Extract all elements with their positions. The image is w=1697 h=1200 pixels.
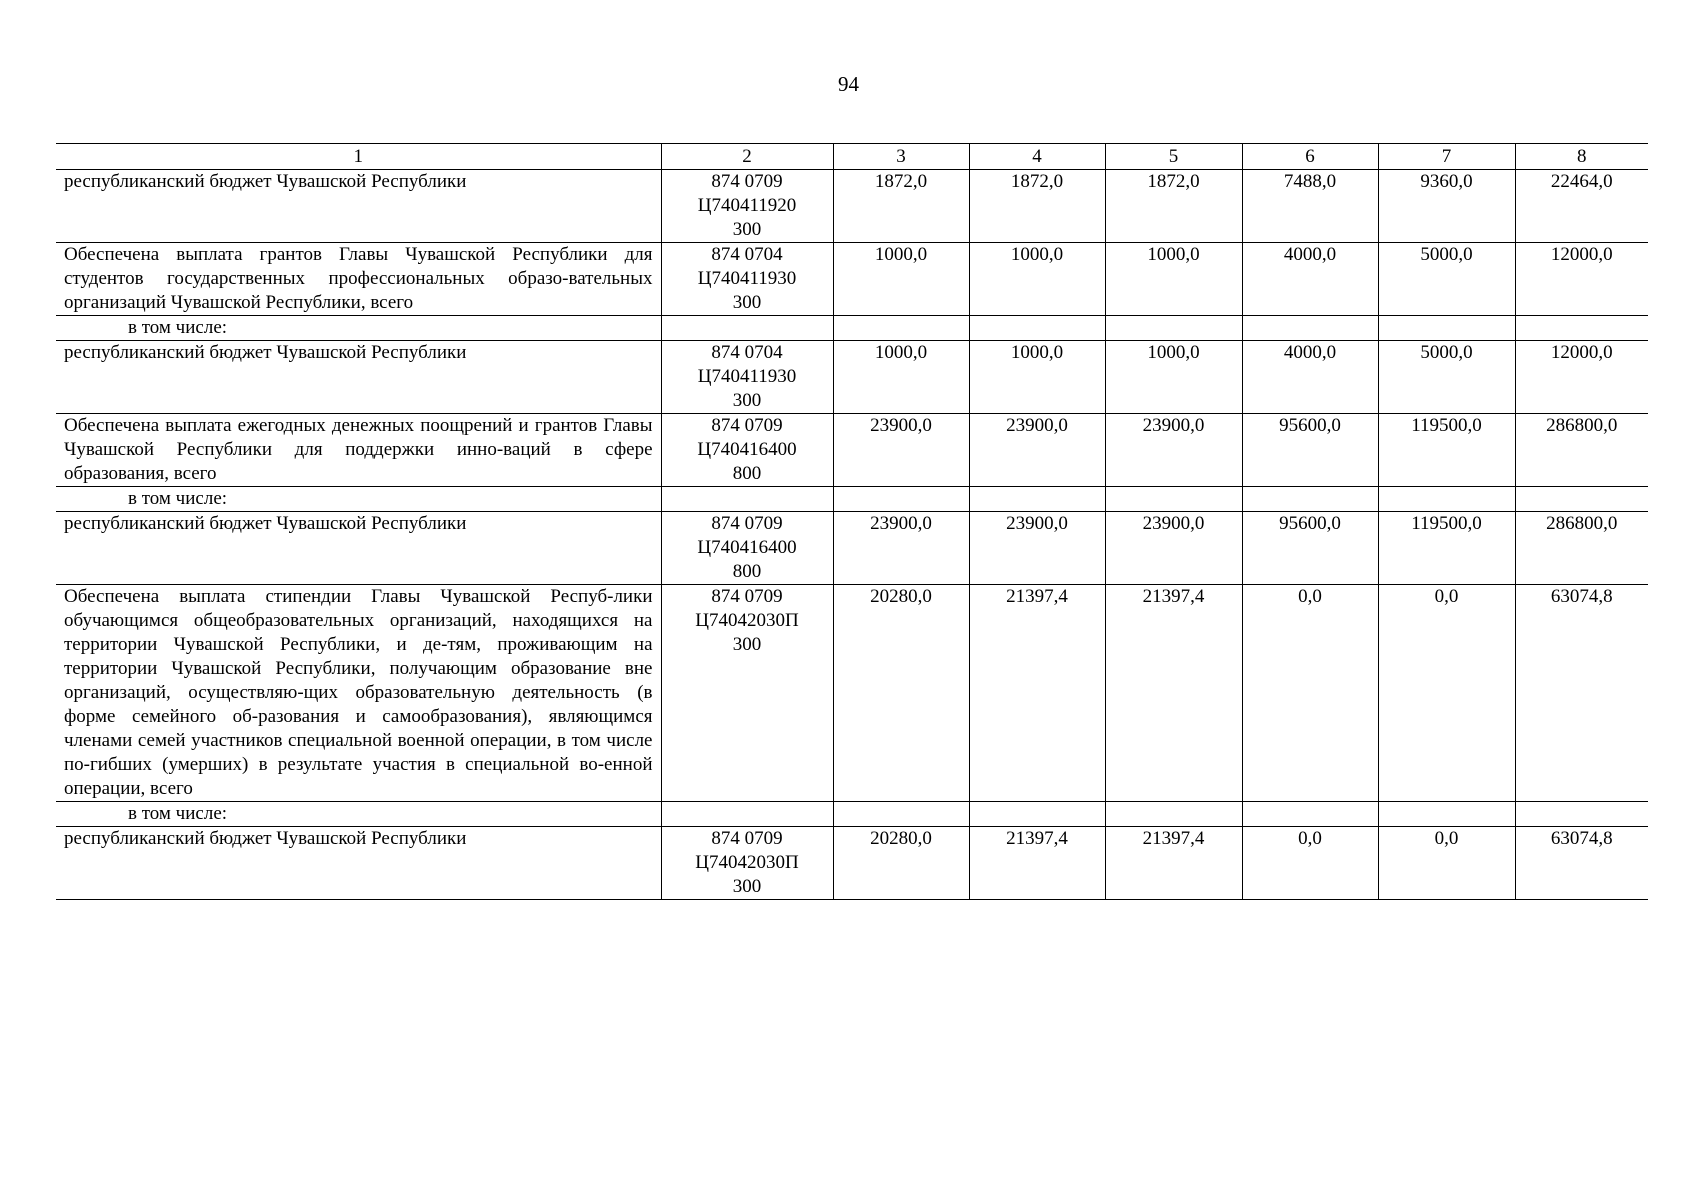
value-cell	[1242, 487, 1378, 512]
value-cell: 21397,4	[969, 585, 1105, 802]
row-description: республиканский бюджет Чувашской Республики	[56, 512, 661, 585]
value-cell: 1872,0	[1105, 170, 1242, 243]
budget-code	[661, 512, 833, 585]
budget-code	[661, 316, 833, 341]
row-description: республиканский бюджет Чувашской Республики	[56, 341, 661, 414]
budget-code-line: Ц740416400	[697, 537, 797, 558]
value-cell	[1515, 316, 1648, 341]
budget-code-line: Ц740411920	[697, 195, 797, 216]
value-cell: 12000,0	[1515, 341, 1648, 414]
value-cell: 0,0	[1378, 585, 1515, 802]
column-header: 7	[1378, 144, 1515, 170]
value-cell	[969, 802, 1105, 827]
value-cell: 22464,0	[1515, 170, 1648, 243]
table-row	[56, 585, 1648, 802]
value-cell: 21397,4	[969, 827, 1105, 900]
budget-code-line: 874 0709	[711, 586, 783, 607]
value-cell: 286800,0	[1515, 512, 1648, 585]
value-cell	[1378, 802, 1515, 827]
budget-code-line: 800	[732, 561, 762, 582]
value-cell	[833, 487, 969, 512]
column-header: 3	[833, 144, 969, 170]
value-cell	[1515, 487, 1648, 512]
budget-code-line: 300	[732, 634, 762, 655]
budget-code	[661, 243, 833, 316]
value-cell: 95600,0	[1242, 414, 1378, 487]
budget-code	[661, 585, 833, 802]
subheading-label: в том числе:	[56, 316, 661, 341]
table-row	[56, 243, 1648, 316]
value-cell: 1000,0	[969, 243, 1105, 316]
budget-code-line: Ц74042030П	[695, 610, 799, 631]
value-cell: 119500,0	[1378, 414, 1515, 487]
budget-code-line: 300	[732, 876, 762, 897]
value-cell: 63074,8	[1515, 585, 1648, 802]
value-cell: 23900,0	[1105, 512, 1242, 585]
subheading-row	[56, 802, 1648, 827]
value-cell: 1000,0	[1105, 341, 1242, 414]
table-row	[56, 512, 1648, 585]
value-cell	[1105, 316, 1242, 341]
value-cell: 9360,0	[1378, 170, 1515, 243]
subheading-row	[56, 487, 1648, 512]
page-number: 94	[838, 72, 859, 96]
budget-code-line: 874 0709	[711, 828, 783, 849]
value-cell: 1872,0	[969, 170, 1105, 243]
value-cell: 4000,0	[1242, 341, 1378, 414]
value-cell: 23900,0	[969, 512, 1105, 585]
subheading-row	[56, 316, 1648, 341]
budget-code-line: 874 0704	[711, 244, 783, 265]
value-cell: 21397,4	[1105, 585, 1242, 802]
value-cell	[1378, 487, 1515, 512]
column-number-row	[56, 144, 1648, 170]
value-cell: 0,0	[1242, 827, 1378, 900]
budget-table	[56, 143, 1648, 900]
value-cell: 0,0	[1378, 827, 1515, 900]
column-header: 5	[1105, 144, 1242, 170]
budget-code-line: 300	[732, 390, 762, 411]
table-body	[56, 170, 1648, 900]
budget-code-line: Ц740411930	[697, 268, 797, 289]
value-cell: 1000,0	[969, 341, 1105, 414]
column-header: 4	[969, 144, 1105, 170]
budget-code	[661, 827, 833, 900]
value-cell: 63074,8	[1515, 827, 1648, 900]
value-cell: 21397,4	[1105, 827, 1242, 900]
budget-code	[661, 414, 833, 487]
value-cell: 12000,0	[1515, 243, 1648, 316]
budget-code	[661, 802, 833, 827]
value-cell: 5000,0	[1378, 341, 1515, 414]
row-description: Обеспечена выплата ежегодных денежных поощрений и грантов Главы Чувашской Республики для поддержки инно-ваций в сфере образования, всего	[56, 414, 661, 487]
budget-code-line: 874 0709	[711, 171, 783, 192]
value-cell: 4000,0	[1242, 243, 1378, 316]
budget-code-line: 300	[732, 292, 762, 313]
budget-code-line: Ц74042030П	[695, 852, 799, 873]
budget-code	[661, 341, 833, 414]
value-cell	[1242, 802, 1378, 827]
budget-code-line: Ц740411930	[697, 366, 797, 387]
value-cell: 7488,0	[1242, 170, 1378, 243]
subheading-label: в том числе:	[56, 802, 661, 827]
value-cell: 23900,0	[969, 414, 1105, 487]
table-row	[56, 170, 1648, 243]
value-cell	[1105, 802, 1242, 827]
row-description: Обеспечена выплата грантов Главы Чувашской Республики для студентов государственных профессиональных образо-вательных организаций Чувашской Республики, всего	[56, 243, 661, 316]
budget-code-line: 300	[732, 219, 762, 240]
value-cell: 1000,0	[833, 341, 969, 414]
value-cell	[833, 802, 969, 827]
value-cell	[969, 487, 1105, 512]
value-cell: 5000,0	[1378, 243, 1515, 316]
value-cell: 20280,0	[833, 827, 969, 900]
value-cell	[1378, 316, 1515, 341]
value-cell: 1872,0	[833, 170, 969, 243]
value-cell	[833, 316, 969, 341]
value-cell: 119500,0	[1378, 512, 1515, 585]
value-cell: 1000,0	[1105, 243, 1242, 316]
value-cell: 0,0	[1242, 585, 1378, 802]
value-cell: 95600,0	[1242, 512, 1378, 585]
value-cell	[1105, 487, 1242, 512]
table-row	[56, 827, 1648, 900]
column-header: 8	[1515, 144, 1648, 170]
table-row	[56, 414, 1648, 487]
budget-code-line: Ц740416400	[697, 439, 797, 460]
row-description: республиканский бюджет Чувашской Республики	[56, 827, 661, 900]
value-cell	[969, 316, 1105, 341]
column-header: 2	[661, 144, 833, 170]
column-header: 1	[56, 144, 661, 170]
table-row	[56, 341, 1648, 414]
value-cell: 23900,0	[833, 414, 969, 487]
value-cell: 23900,0	[1105, 414, 1242, 487]
budget-code-line: 874 0704	[711, 342, 783, 363]
table-header	[56, 144, 1648, 170]
row-description: Обеспечена выплата стипендии Главы Чувашской Респуб-лики обучающимся общеобразовательных организаций, находящихся на территории Чувашской Республики, и де-тям, проживающим на территории Чувашской Республики, получающим образование вне организаций, осуществляю-щих образовательную деятельность (в форме семейного об-разования и самообразования), являющимся членами семей участников специальной военной операции, в том числе по-гибших (умерших) в результате участия в специальной во-енной операции, всего	[56, 585, 661, 802]
budget-code-line: 874 0709	[711, 415, 783, 436]
value-cell	[1515, 802, 1648, 827]
row-description: республиканский бюджет Чувашской Республики	[56, 170, 661, 243]
value-cell: 23900,0	[833, 512, 969, 585]
budget-code	[661, 487, 833, 512]
value-cell: 286800,0	[1515, 414, 1648, 487]
value-cell: 20280,0	[833, 585, 969, 802]
value-cell	[1242, 316, 1378, 341]
value-cell: 1000,0	[833, 243, 969, 316]
subheading-label: в том числе:	[56, 487, 661, 512]
column-header: 6	[1242, 144, 1378, 170]
budget-code-line: 800	[732, 463, 762, 484]
budget-code-line: 874 0709	[711, 513, 783, 534]
budget-code	[661, 170, 833, 243]
